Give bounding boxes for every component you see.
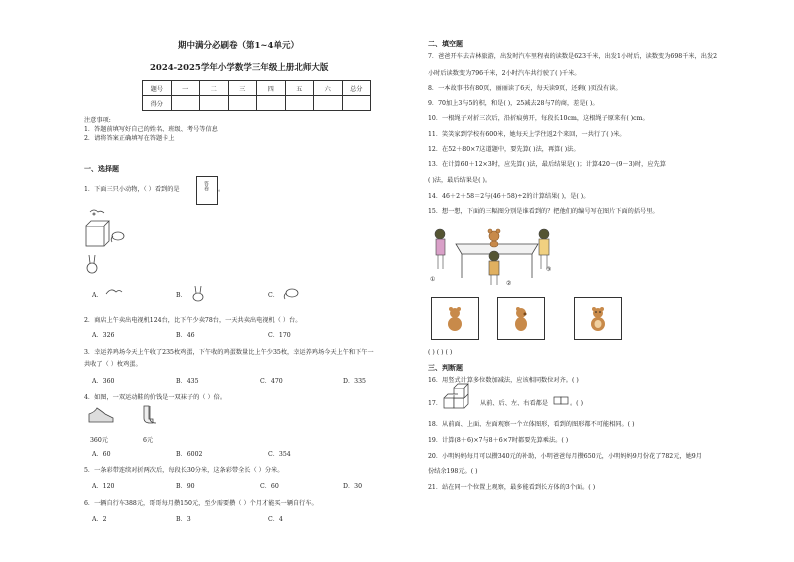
bird-option-icon (105, 286, 123, 300)
answer-card-figure (196, 176, 218, 205)
question-line: 9．70加上3与5的积，和是( )，25减去28与7的商，差是( )。 (428, 100, 599, 107)
score-header-cell: 题号 (143, 81, 172, 96)
question-stem: 3．幸运养鸡场今天上午收了235枚鸡蛋，下午收的鸡蛋数量比上午少35枚，幸运养鸡场今天上午和下午一 (84, 349, 374, 356)
girl-left-icon (435, 229, 445, 269)
question-line: 16．用竖式计算多位数加减法，应该相同数位对齐。( ) (428, 377, 579, 384)
bear-view-card-1 (431, 297, 479, 340)
option-a[interactable]: A．120 (92, 483, 115, 490)
page-title: 期中满分必刷卷（第1~4单元） (178, 41, 299, 51)
question-line: 份结余198元。( ) (428, 468, 478, 475)
question-stem: 4．如图，一双运动鞋的价钱是一双袜子的（ ）倍。 (84, 394, 227, 401)
score-input-cell[interactable] (200, 96, 229, 111)
bear-view-card-3 (574, 297, 622, 340)
answer-bracket[interactable]: 。( ) (570, 400, 583, 407)
square-figure (553, 396, 571, 408)
socks-icon (140, 404, 160, 428)
question-stem: 6．一辆自行车388元，哥哥每月攒150元，至少需要攒（ ）个月才能买一辆自行车。 (84, 500, 318, 507)
score-header-cell: 五 (285, 81, 314, 96)
option-d[interactable]: D．335 (343, 378, 366, 385)
answer-brackets[interactable]: ( ) ( ) ( ) (428, 349, 453, 356)
score-header-cell: 四 (257, 81, 286, 96)
question-line: 13．在计算60＋12×3时，应先算( )法，最后结果是( )；计算420－(9－3)时，应先算 (428, 161, 666, 168)
score-row-label: 得分 (143, 96, 172, 111)
question-line: 8．一本故事书有80页，丽丽读了6天，每天读9页，还剩( )页没有读。 (428, 85, 622, 92)
option-a[interactable]: A．2 (92, 516, 107, 523)
option-b[interactable]: B． (176, 292, 187, 299)
score-input-cell[interactable] (228, 96, 257, 111)
bear-back-icon (444, 306, 466, 332)
question-line: 小时后读数变为796千米，2小时汽车共行驶了( )千米。 (428, 70, 581, 77)
table-scene-figure (428, 222, 558, 290)
option-c[interactable]: C． (268, 292, 279, 299)
question-number: 17． (428, 400, 443, 407)
section-heading: 二、填空题 (428, 39, 463, 48)
bird-icon (90, 210, 104, 215)
score-input-cell[interactable] (314, 96, 343, 111)
question-line: ( )法，最后结果是( )。 (428, 177, 492, 184)
option-c[interactable]: C．170 (268, 332, 291, 339)
viewer-label-2: ② (506, 280, 512, 287)
question-line: 14．46＋2＋58＝2与(46＋58)÷2的计算结果( )，是( )。 (428, 193, 590, 200)
answer-card-label: 答卷 (203, 181, 209, 191)
option-c[interactable]: C．354 (268, 451, 291, 458)
viewer-label-3: ③ (546, 266, 552, 273)
question-line: 10．一根绳子对折三次后，沿折痕剪开，每段长10cm，这根绳子原来有( )cm。 (428, 115, 649, 122)
question-line: 7．爸爸开车去吉林旅游，出发时汽车里程表的读数是623千米，出发1小时后，读数变为698千米，出发2 (428, 53, 718, 60)
score-input-cell[interactable] (342, 96, 371, 111)
option-c[interactable]: C．60 (260, 483, 279, 490)
viewer-label-1: ① (430, 276, 436, 283)
question-stem: 5．一条彩带连续对折两次后，每段长30分米，这条彩带全长（ ）分米。 (84, 467, 284, 474)
question-line: 12．在52＋80×7这道题中，要先算( )法，再算( )法。 (428, 146, 580, 153)
option-b[interactable]: B．6002 (176, 451, 203, 458)
option-a[interactable]: A．60 (92, 451, 111, 458)
rabbit-option-icon (190, 284, 206, 302)
section-heading: 一、选择题 (84, 164, 119, 173)
option-b[interactable]: B．90 (176, 483, 195, 490)
option-b[interactable]: B．46 (176, 332, 195, 339)
box-icon (86, 221, 109, 246)
option-c[interactable]: C．470 (260, 378, 283, 385)
score-header-cell: 六 (314, 81, 343, 96)
boy-front-icon (489, 251, 499, 285)
page-subtitle: 2024-2025学年小学数学三年级上册北师大版 (150, 63, 329, 73)
question-line: 11．笑笑家到学校有600米，她每天上学往返2个来回，一共行了( )米。 (428, 131, 626, 138)
option-c[interactable]: C．4 (268, 516, 283, 523)
question-text: 从前、后、左、右看都是 (480, 400, 549, 407)
sneaker-icon (87, 406, 115, 428)
option-d[interactable]: D．30 (343, 483, 363, 490)
option-b[interactable]: B．435 (176, 378, 199, 385)
score-input-cell[interactable] (257, 96, 286, 111)
bear-front-icon (587, 306, 609, 332)
elephant-option-icon (282, 286, 300, 300)
score-input-cell[interactable] (285, 96, 314, 111)
question-line: 15．想一想，下面的三幅图分别是谁看到的？把他们的编号写在图片下面的括号里。 (428, 208, 659, 215)
question-dot: 。 (218, 186, 225, 193)
question-line: 18．从前面、上面、左面观察一个立体图形，看到的图形都不可能相同。( ) (428, 421, 635, 428)
bear-icon (488, 229, 500, 247)
option-b[interactable]: B．3 (176, 516, 191, 523)
score-header-cell: 一 (171, 81, 200, 96)
question-stem: 2．商店上午卖出电视机124台，比下午少卖78台，一天共卖出电视机（ ）台。 (84, 317, 302, 324)
score-input-cell[interactable] (171, 96, 200, 111)
sneaker-price: 360元 (90, 437, 108, 444)
question-line: 20．小明妈妈每月可以攒340元的补助，小明爸爸每月攒650元，小明妈妈9月份花了782元，她9月 (428, 453, 702, 460)
score-header-cell: 三 (228, 81, 257, 96)
socks-price: 6元 (143, 437, 154, 444)
question-line: 21．站在同一个位置上观察，最多能看到长方体的3个面。( ) (428, 484, 596, 491)
animals-scene-figure (84, 206, 134, 276)
rabbit-icon (87, 255, 97, 273)
cubes-figure (442, 390, 478, 412)
option-a[interactable]: A．360 (92, 378, 115, 385)
option-a[interactable]: A．326 (92, 332, 115, 339)
bear-view-card-2 (497, 297, 545, 340)
elephant-icon (111, 232, 124, 242)
score-header-cell: 总分 (342, 81, 371, 96)
option-a[interactable]: A． (92, 292, 103, 299)
note-item: 1．答题前填写好自己的姓名、班级、考号等信息 (84, 126, 218, 133)
note-item: 2．请将答案正确填写在答题卡上 (84, 135, 175, 142)
section-heading: 三、判断题 (428, 363, 463, 372)
girl-right-icon (539, 229, 549, 269)
score-table (142, 80, 371, 111)
notes-heading: 注意事项: (84, 117, 111, 124)
question-line: 19．计算(8＋6)×7与8＋6×7时都要先算乘法。( ) (428, 437, 569, 444)
question-stem: 1．下面三只小动物，（ ）看到的是 (84, 186, 180, 193)
score-header-cell: 二 (200, 81, 229, 96)
question-stem-cont: 共收了（ ）枚鸡蛋。 (84, 361, 142, 368)
bear-side-icon (510, 306, 532, 332)
